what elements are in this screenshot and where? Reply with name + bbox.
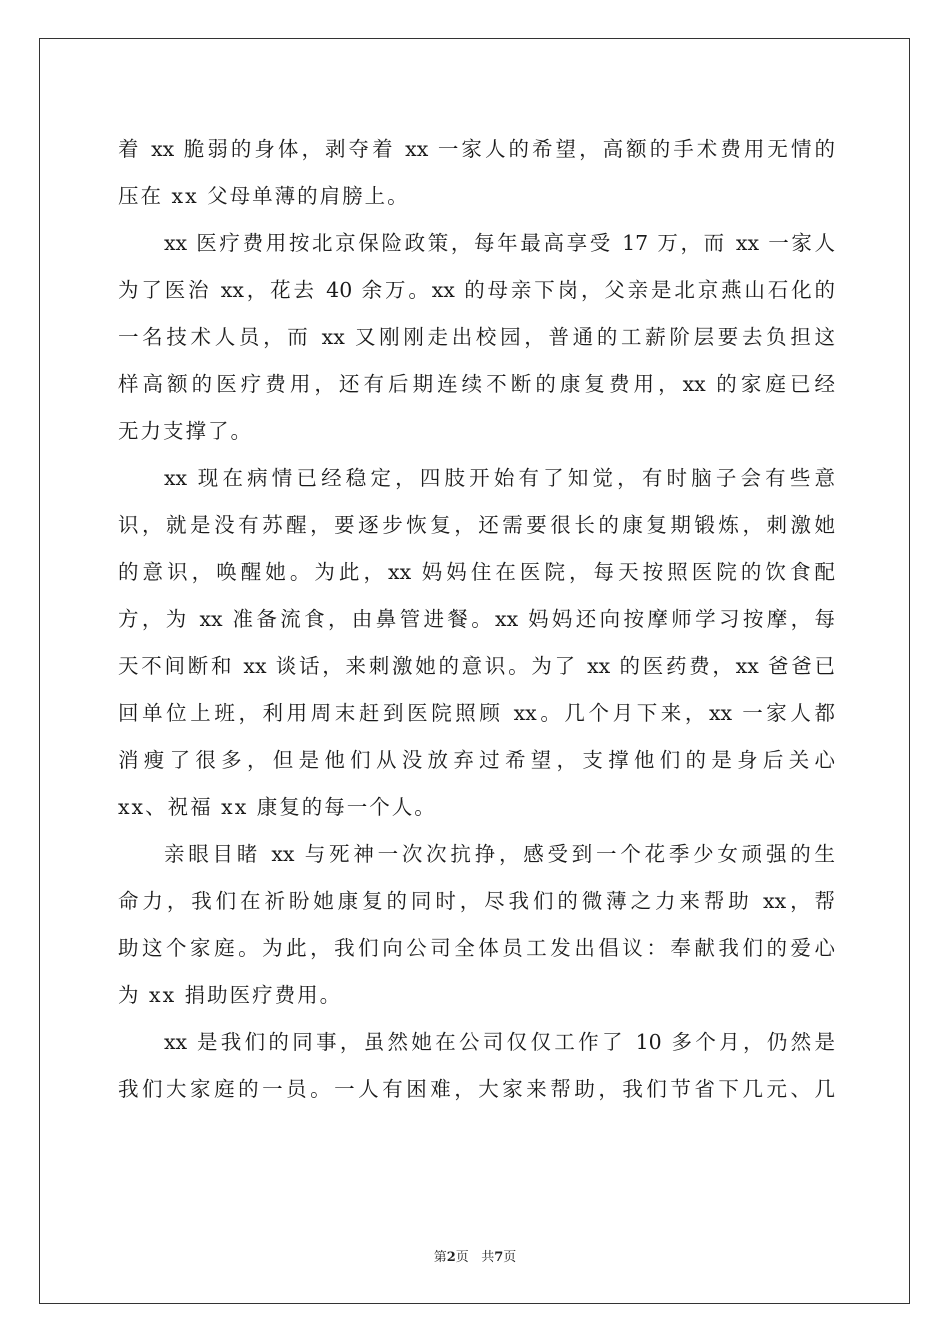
paragraph-line: 为了医治 xx，花去 40 余万。xx 的母亲下岗，父亲是北京燕山石化的 <box>118 278 835 302</box>
paragraph-line: 助这个家庭。为此，我们向公司全体员工发出倡议：奉献我们的爱心 <box>118 936 835 960</box>
paragraph-line: xx 是我们的同事，虽然她在公司仅仅工作了 10 多个月，仍然是 <box>164 1030 835 1054</box>
paragraph-line: 着 xx 脆弱的身体，剥夺着 xx 一家人的希望，高额的手术费用无情的 <box>118 137 835 161</box>
paragraph-line: 的意识，唤醒她。为此，xx 妈妈住在医院，每天按照医院的饮食配 <box>118 560 835 584</box>
paragraph-line: 压在 xx 父母单薄的肩膀上。 <box>118 184 410 208</box>
paragraph <box>118 1019 835 1113</box>
paragraph-line: 一名技术人员，而 xx 又刚刚走出校园，普通的工薪阶层要去负担这 <box>118 325 835 349</box>
paragraph-line: 消瘦了很多，但是他们从没放弃过希望，支撑他们的是身后关心 <box>118 748 835 772</box>
paragraph-line: xx、祝福 xx 康复的每一个人。 <box>118 795 437 819</box>
paragraph-line: 样高额的医疗费用，还有后期连续不断的康复费用，xx 的家庭已经 <box>118 372 835 396</box>
paragraph-line: 亲眼目睹 xx 与死神一次次抗挣，感受到一个花季少女顽强的生 <box>164 842 835 866</box>
paragraph <box>118 455 835 831</box>
total-page-count: 7 <box>494 1250 504 1265</box>
paragraph-line: 我们大家庭的一员。一人有困难，大家来帮助，我们节省下几元、几 <box>118 1077 835 1101</box>
paragraph <box>118 126 835 220</box>
paragraph-line: 方，为 xx 准备流食，由鼻管进餐。xx 妈妈还向按摩师学习按摩，每 <box>118 607 835 631</box>
paragraph-line: xx 现在病情已经稳定，四肢开始有了知觉，有时脑子会有些意 <box>164 466 835 490</box>
footer-prefix: 第 <box>433 1250 447 1265</box>
paragraph-line: 命力，我们在祈盼她康复的同时，尽我们的微薄之力来帮助 xx，帮 <box>118 889 835 913</box>
paragraph-line: 天不间断和 xx 谈话，来刺激她的意识。为了 xx 的医药费，xx 爸爸已 <box>118 654 835 678</box>
paragraph-line: 为 xx 捐助医疗费用。 <box>118 983 343 1007</box>
document-body <box>118 126 835 1113</box>
paragraph-line: 回单位上班，利用周末赶到医院照顾 xx。几个月下来，xx 一家人都 <box>118 701 835 725</box>
page-footer <box>0 1246 950 1265</box>
footer-page-suffix: 页 <box>455 1250 469 1265</box>
footer-total-suffix: 页 <box>503 1250 517 1265</box>
paragraph-line: xx 医疗费用按北京保险政策，每年最高享受 17 万，而 xx 一家人 <box>164 231 835 255</box>
paragraph <box>118 220 835 455</box>
paragraph-line: 无力支撑了。 <box>118 419 253 443</box>
paragraph <box>118 831 835 1019</box>
paragraph-line: 识，就是没有苏醒，要逐步恢复，还需要很长的康复期锻炼，刺激她 <box>118 513 835 537</box>
footer-total-prefix: 共 <box>481 1250 495 1265</box>
current-page-number: 2 <box>446 1250 456 1265</box>
